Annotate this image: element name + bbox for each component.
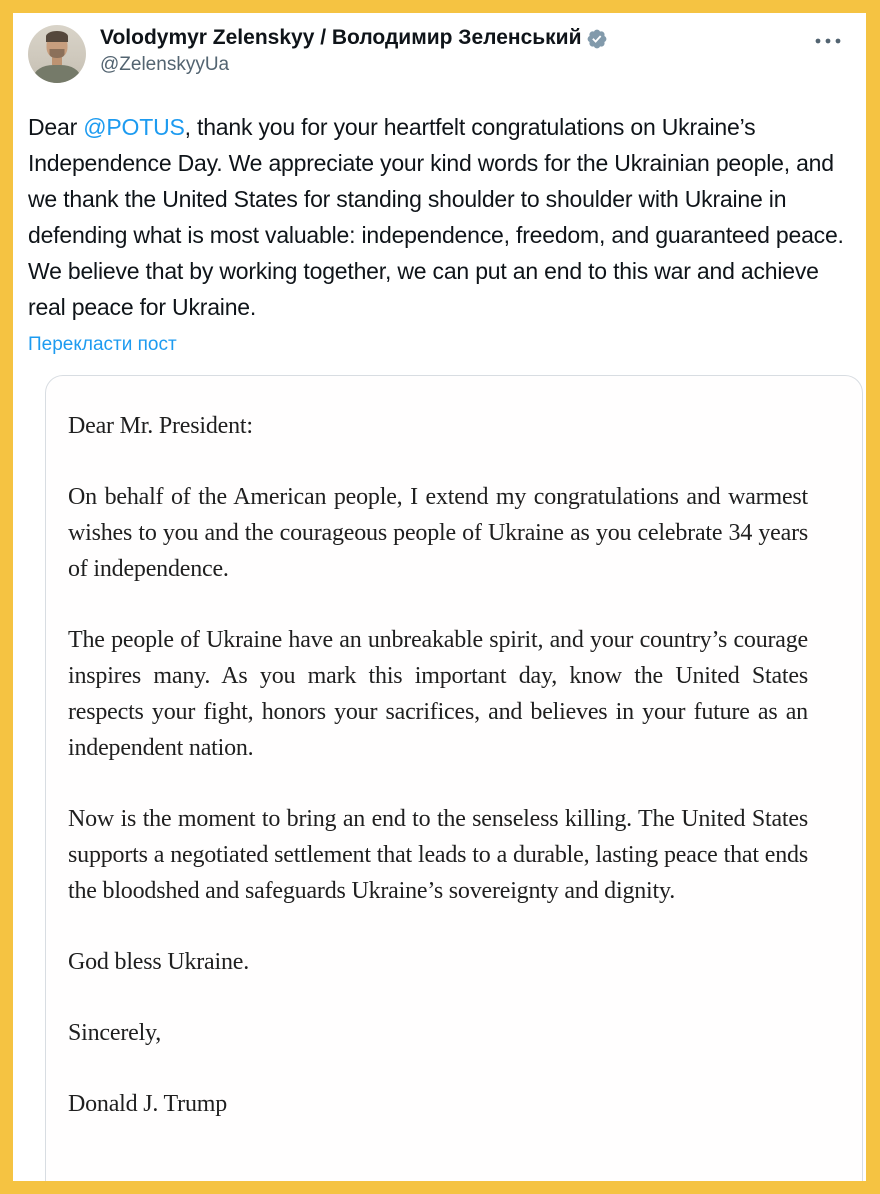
verified-badge-icon xyxy=(586,28,608,50)
avatar[interactable] xyxy=(28,25,86,83)
more-dots-icon xyxy=(814,36,844,46)
author-name-link[interactable] xyxy=(100,25,608,51)
tweet-text-lead: Dear xyxy=(28,114,84,140)
tweet-text-rest: , thank you for your heartfelt congratulations on Ukraine’s Independence Day. We appreciate your kind words for the Ukrainian people, and we thank the United States for standing shoulder to shoulder with Ukraine in defending what is most valuable: independence, freedom, and guaranteed peace. We believe that by working together, we can put an end to this war and achieve real peace for Ukraine. xyxy=(28,114,844,320)
author-block xyxy=(100,25,608,77)
tweet-header xyxy=(13,13,866,83)
letter-paragraph: Now is the moment to bring an end to the senseless killing. The United States supports a negotiated settlement that leads to a durable, lasting peace that ends the bloodshed and safeguards Ukraine’s sovereignty and dignity. xyxy=(68,806,808,904)
letter-closing: Sincerely, xyxy=(68,1020,162,1046)
letter-paragraph: On behalf of the American people, I extend my congratulations and warmest wishes to you and the courageous people of Ukraine as you celebrate 34 years of independence. xyxy=(68,484,808,582)
user-handle: @ZelenskyyUa xyxy=(100,54,230,75)
avatar-beard xyxy=(50,49,65,58)
letter-salutation: Dear Mr. President: xyxy=(68,413,253,439)
more-button[interactable] xyxy=(812,27,846,57)
letter-image[interactable] xyxy=(45,375,863,1181)
display-name: Volodymyr Zelenskyy / Володимир Зеленський xyxy=(100,26,582,49)
tweet-card xyxy=(13,13,866,1181)
avatar-hair xyxy=(46,31,68,42)
translate-post-link[interactable]: Перекласти пост xyxy=(28,334,177,355)
letter-closing: God bless Ukraine. xyxy=(68,949,250,975)
letter-paragraph: The people of Ukraine have an unbreakable spirit, and your country’s courage inspires many. As you mark this important day, know the United States respects your fight, honors your sacrifices, and believes in your future as an independent nation. xyxy=(68,627,808,761)
tweet-text xyxy=(28,109,856,325)
avatar-shirt xyxy=(34,65,80,83)
letter-signature: Donald J. Trump xyxy=(68,1091,228,1117)
mention-link[interactable]: @POTUS xyxy=(83,114,185,140)
